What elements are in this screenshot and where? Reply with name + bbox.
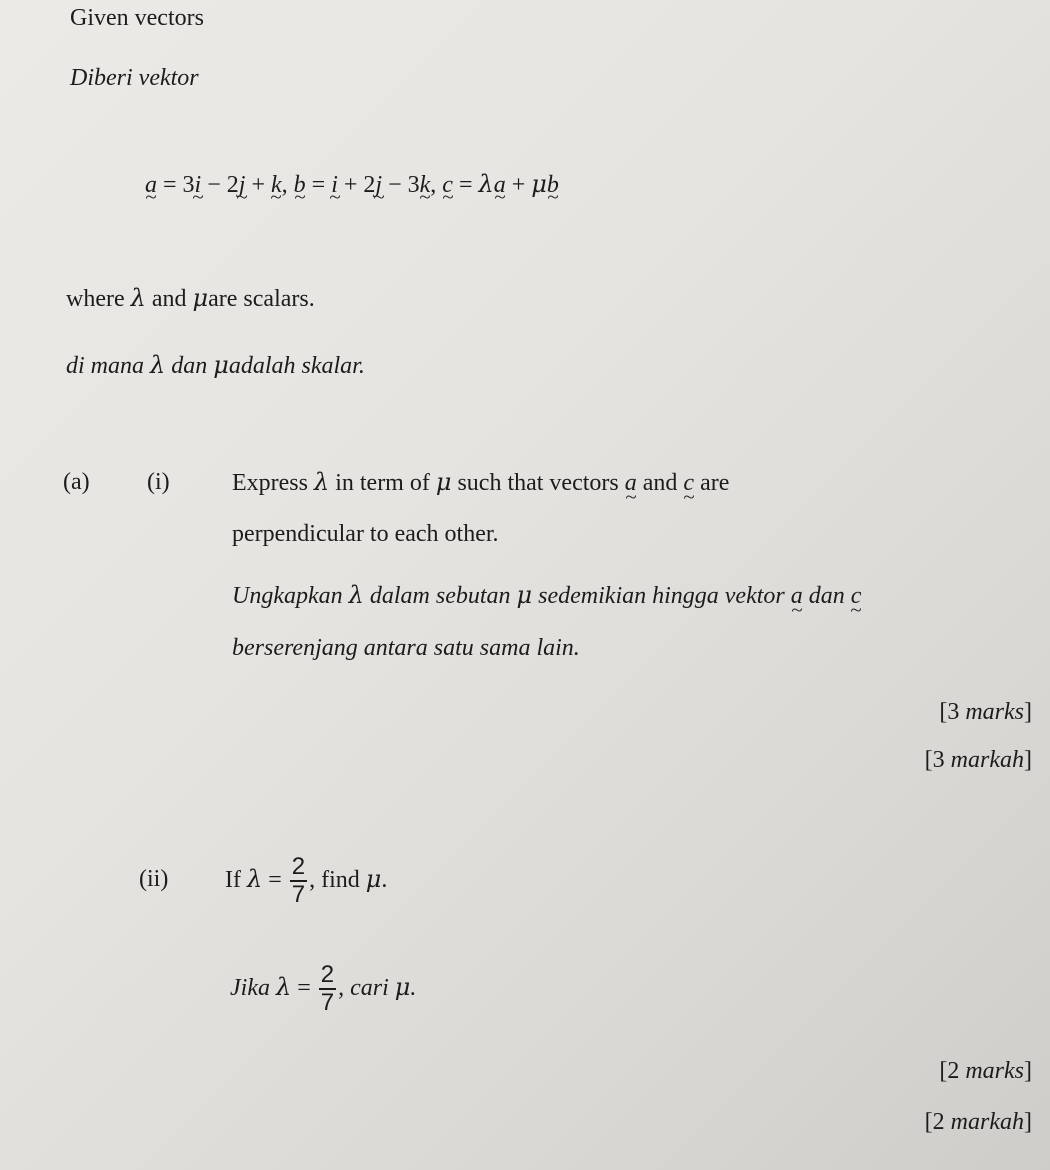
question-a-i-malay-line1 bbox=[232, 580, 861, 611]
marks-a-ii-malay bbox=[925, 1107, 1032, 1137]
marks-number: [3 bbox=[939, 699, 960, 725]
equals-sign: = bbox=[297, 975, 311, 1001]
text: such that vectors bbox=[457, 470, 619, 496]
label-text: (a) bbox=[63, 469, 90, 495]
fraction-numerator: 2 bbox=[320, 961, 335, 989]
mu-symbol: μ bbox=[516, 581, 533, 609]
text: are bbox=[700, 470, 730, 496]
marks-word: marks bbox=[965, 699, 1024, 725]
comma: , bbox=[281, 172, 288, 198]
text: and bbox=[642, 470, 678, 496]
lambda-symbol: λ bbox=[348, 581, 364, 609]
marks-number: [2 bbox=[939, 1058, 960, 1084]
lambda-symbol: λ bbox=[313, 468, 330, 496]
lambda-symbol: λ bbox=[478, 170, 494, 198]
marks-a-i-english bbox=[939, 697, 1032, 727]
comma: , bbox=[338, 975, 345, 1001]
question-a-i-english-line1 bbox=[232, 467, 729, 498]
minus-sign: − bbox=[207, 172, 221, 198]
fraction-two-sevenths bbox=[290, 854, 307, 908]
lambda-symbol: λ bbox=[246, 865, 263, 893]
text: Ungkapkan bbox=[232, 583, 343, 609]
mu-symbol: μ bbox=[435, 468, 452, 496]
question-a-i-english-line2 bbox=[232, 519, 499, 549]
bracket: ] bbox=[1024, 1109, 1032, 1135]
fraction-numerator: 2 bbox=[291, 853, 306, 881]
plus-sign: + bbox=[511, 172, 526, 198]
mu-symbol: μ bbox=[365, 865, 382, 893]
minus-sign: − bbox=[388, 172, 402, 198]
text: If bbox=[225, 867, 241, 893]
vector-b-name: b ~ bbox=[294, 172, 306, 199]
text: Express bbox=[232, 470, 308, 496]
vector-a-ref: a ~ bbox=[625, 468, 637, 498]
fraction-two-sevenths bbox=[319, 962, 336, 1016]
text: adalah skalar. bbox=[228, 353, 365, 379]
fraction-denominator: 7 bbox=[291, 881, 306, 909]
vector-a-name: a ~ bbox=[145, 172, 157, 199]
period: . bbox=[410, 975, 417, 1001]
text: di mana bbox=[66, 353, 144, 379]
text: are scalars. bbox=[208, 286, 315, 312]
comma: , bbox=[430, 172, 437, 198]
vector-a-ref: a ~ bbox=[791, 581, 803, 611]
mu-symbol: μ bbox=[531, 170, 547, 198]
marks-word: marks bbox=[965, 1058, 1024, 1084]
text: perpendicular to each other. bbox=[232, 521, 499, 547]
equals-sign: = bbox=[311, 172, 326, 198]
text: berserenjang antara satu sama lain. bbox=[232, 635, 580, 661]
lambda-symbol: λ bbox=[275, 973, 292, 1001]
text: dan bbox=[808, 583, 845, 609]
lambda-symbol: λ bbox=[130, 284, 146, 312]
text: and bbox=[151, 286, 187, 312]
unit-vector-i: i ~ bbox=[331, 172, 338, 199]
vector-equation bbox=[145, 170, 559, 199]
scalars-english bbox=[66, 283, 315, 314]
question-a-ii-english bbox=[225, 850, 387, 909]
fraction-denominator: 7 bbox=[320, 989, 335, 1017]
text: dalam sebutan bbox=[369, 583, 511, 609]
equals-sign: = bbox=[458, 172, 473, 198]
plus-sign: + bbox=[343, 172, 358, 198]
text: Jika bbox=[230, 975, 270, 1001]
vector-c-ref: c ~ bbox=[851, 581, 862, 611]
vector-c-ref: c ~ bbox=[683, 468, 694, 498]
comma: , bbox=[309, 867, 316, 893]
bracket: ] bbox=[1024, 747, 1032, 773]
part-a-label bbox=[63, 467, 90, 497]
marks-a-ii-english bbox=[939, 1056, 1032, 1086]
intro-english-text: Given vectors bbox=[70, 5, 204, 31]
unit-vector-k: k ~ bbox=[420, 172, 431, 199]
marks-number: [3 bbox=[924, 747, 945, 773]
marks-number: [2 bbox=[924, 1109, 945, 1135]
marks-word: markah bbox=[950, 747, 1024, 773]
plus-sign: + bbox=[251, 172, 265, 198]
label-text: (i) bbox=[147, 469, 170, 495]
bracket: ] bbox=[1024, 699, 1032, 725]
period: . bbox=[381, 867, 388, 893]
question-a-ii-malay bbox=[230, 958, 416, 1017]
intro-english bbox=[70, 3, 204, 33]
mu-symbol: μ bbox=[394, 973, 411, 1001]
scalars-malay bbox=[66, 350, 365, 381]
coefficient: 3 bbox=[182, 172, 195, 198]
text: where bbox=[66, 286, 125, 312]
coefficient: 3 bbox=[407, 172, 420, 198]
marks-a-i-malay bbox=[925, 745, 1032, 775]
lambda-symbol: λ bbox=[150, 351, 166, 379]
equals-sign: = bbox=[163, 172, 177, 198]
coefficient: 2 bbox=[363, 172, 376, 198]
vector-a-ref: a ~ bbox=[494, 172, 506, 199]
coefficient: 2 bbox=[226, 172, 239, 198]
mu-symbol: μ bbox=[192, 284, 209, 312]
mu-symbol: μ bbox=[213, 351, 229, 379]
part-a-i-label bbox=[147, 467, 170, 497]
label-text: (ii) bbox=[139, 866, 169, 892]
intro-malay-text: Diberi vektor bbox=[70, 65, 199, 91]
unit-vector-j: j ~ bbox=[239, 172, 246, 199]
vector-b-ref: b ~ bbox=[547, 172, 559, 199]
text: dan bbox=[171, 353, 208, 379]
unit-vector-i: i ~ bbox=[195, 172, 202, 199]
text: sedemikian hingga vektor bbox=[538, 583, 785, 609]
text: find bbox=[321, 867, 360, 893]
vector-c-name: c ~ bbox=[442, 172, 453, 199]
question-a-i-malay-line2 bbox=[232, 633, 580, 663]
text: in term of bbox=[335, 470, 430, 496]
unit-vector-j: j ~ bbox=[375, 172, 382, 199]
marks-word: markah bbox=[950, 1109, 1024, 1135]
text: cari bbox=[350, 975, 389, 1001]
part-a-ii-label bbox=[139, 864, 168, 894]
equals-sign: = bbox=[268, 867, 282, 893]
bracket: ] bbox=[1024, 1058, 1032, 1084]
unit-vector-k: k ~ bbox=[271, 172, 282, 199]
intro-malay bbox=[70, 63, 199, 93]
